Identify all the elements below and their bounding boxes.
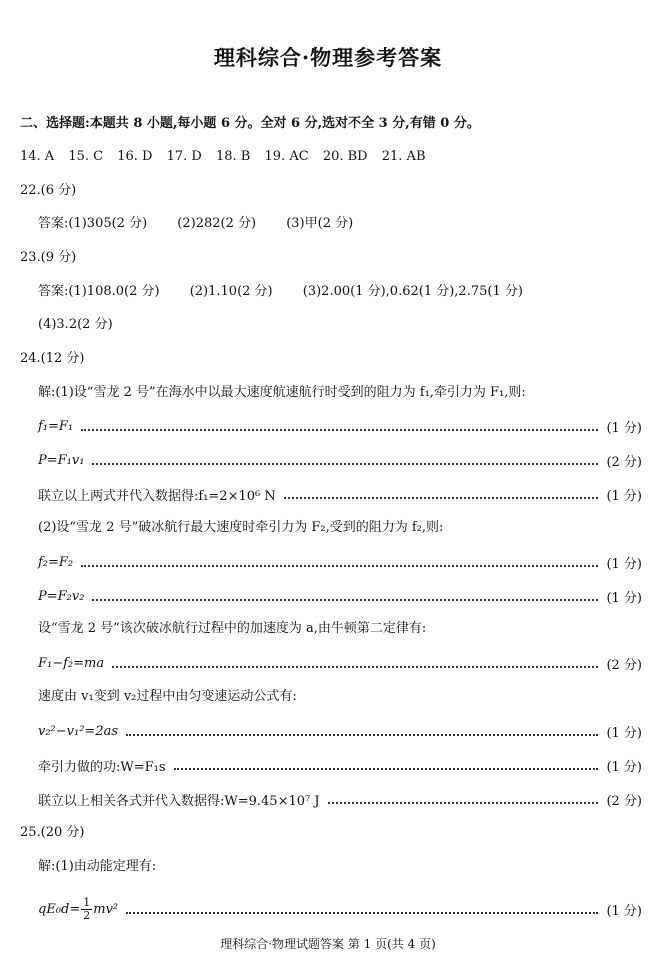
q25-equation-1 (38, 897, 118, 922)
question-25-heading: 25.(20 分) (20, 825, 85, 840)
section-heading-multiple-choice: 二、选择题:本题共 8 小题,每小题 6 分。全对 6 分,选对不全 3 分,有错 0 分。 (20, 116, 480, 131)
question-23-heading: 23.(9 分) (20, 250, 77, 265)
q24-equation-7-row (38, 722, 642, 740)
q24-solution-part2-intro: (2)设“雪龙 2 号”破冰航行最大速度时牵引力为 F₂,受到的阻力为 f₂,则: (38, 520, 444, 535)
one-half-fraction (81, 897, 92, 922)
q24-score-9: (2 分) (606, 793, 642, 809)
q25-solution-part1-intro: 解:(1)由动能定理有: (38, 859, 157, 874)
q24-equation-3-row (38, 485, 642, 503)
q22-answer-2: (2)282(2 分) (177, 216, 257, 231)
question-22-heading: 22.(6 分) (20, 183, 77, 198)
q25-equation-1-row (38, 895, 642, 923)
mc-answer-21: 21. AB (381, 149, 426, 164)
q22-answer-3: (3)甲(2 分) (286, 216, 354, 231)
leader-dots (81, 428, 598, 431)
mc-answer-14: 14. A (20, 149, 55, 164)
q24-equation-9: 联立以上相关各式并代入数据得:W=9.45×10⁷ J (38, 793, 320, 809)
mc-answer-16: 16. D (117, 149, 153, 164)
leader-dots (112, 665, 598, 668)
q24-score-7: (1 分) (606, 725, 642, 741)
q24-score-8: (1 分) (606, 759, 642, 775)
mc-answer-19: 19. AC (264, 149, 309, 164)
leader-dots (81, 564, 598, 567)
leader-dots (126, 911, 598, 914)
q24-score-5: (1 分) (606, 590, 642, 606)
question-24-heading: 24.(12 分) (20, 351, 85, 366)
q24-equation-4-row (38, 553, 642, 571)
question-23-answers (38, 283, 523, 301)
q23-answer-1: 答案:(1)108.0(2 分) (38, 284, 160, 299)
q24-equation-6: F₁−f₂=ma (38, 655, 105, 671)
page-title: 理科综合·物理参考答案 (213, 45, 443, 70)
q24-equation-4: f₂=F₂ (38, 554, 74, 570)
q24-equation-8: 牵引力做的功:W=F₁s (38, 759, 166, 775)
q24-solution-part1-intro: 解:(1)设“雪龙 2 号”在海水中以最大速度航速航行时受到的阻力为 f₁,牵引力为 F₁,则: (38, 385, 526, 400)
mc-answer-15: 15. C (68, 149, 104, 164)
leader-dots (92, 462, 598, 465)
leader-dots (92, 598, 598, 601)
q24-score-6: (2 分) (606, 657, 642, 673)
q24-equation-9-row (38, 790, 642, 808)
q24-score-1: (1 分) (606, 420, 642, 436)
q24-score-2: (2 分) (606, 454, 642, 470)
page-footer: 理科综合·物理试题答案 第 1 页(共 4 页) (220, 937, 436, 951)
q24-equation-5: P=F₂v₂ (38, 588, 85, 604)
leader-dots (126, 733, 598, 736)
mc-answer-18: 18. B (216, 149, 251, 164)
q23-answer-2: (2)1.10(2 分) (189, 284, 273, 299)
q24-equation-1-row (38, 417, 642, 435)
q25-equation-1-right: mv² (93, 901, 119, 917)
q24-equation-6-row (38, 654, 642, 672)
q24-score-3: (1 分) (606, 488, 642, 504)
q24-equation-7: v₂²−v₁²=2as (38, 723, 119, 739)
q25-score-1: (1 分) (606, 903, 642, 919)
q23-answer-3: (3)2.00(1 分),0.62(1 分),2.75(1 分) (302, 284, 523, 299)
multiple-choice-answers (20, 148, 436, 166)
fraction-denominator: 2 (83, 908, 91, 922)
q24-equation-1: f₁=F₁ (38, 418, 74, 434)
leader-dots (284, 496, 599, 499)
mc-answer-20: 20. BD (322, 149, 368, 164)
q24-equation-2-row (38, 451, 642, 469)
leader-dots (328, 801, 599, 804)
fraction-numerator: 1 (83, 895, 91, 909)
q24-kinematics-intro: 速度由 v₁变到 v₂过程中由匀变速运动公式有: (38, 689, 297, 704)
mc-answer-17: 17. D (166, 149, 202, 164)
question-22-answers (38, 215, 353, 233)
q24-score-4: (1 分) (606, 556, 642, 572)
leader-dots (174, 767, 599, 770)
q24-equation-2: P=F₁v₁ (38, 452, 85, 468)
q24-newton-law-intro: 设“雪龙 2 号”该次破冰航行过程中的加速度为 a,由牛顿第二定律有: (38, 621, 427, 636)
q23-answer-4: (4)3.2(2 分) (38, 317, 113, 332)
q24-equation-3: 联立以上两式并代入数据得:f₁=2×10⁶ N (38, 488, 276, 504)
q24-equation-5-row (38, 587, 642, 605)
q24-equation-8-row (38, 756, 642, 774)
q25-equation-1-left: qE₀d= (38, 901, 81, 917)
q22-answer-1: 答案:(1)305(2 分) (38, 216, 148, 231)
